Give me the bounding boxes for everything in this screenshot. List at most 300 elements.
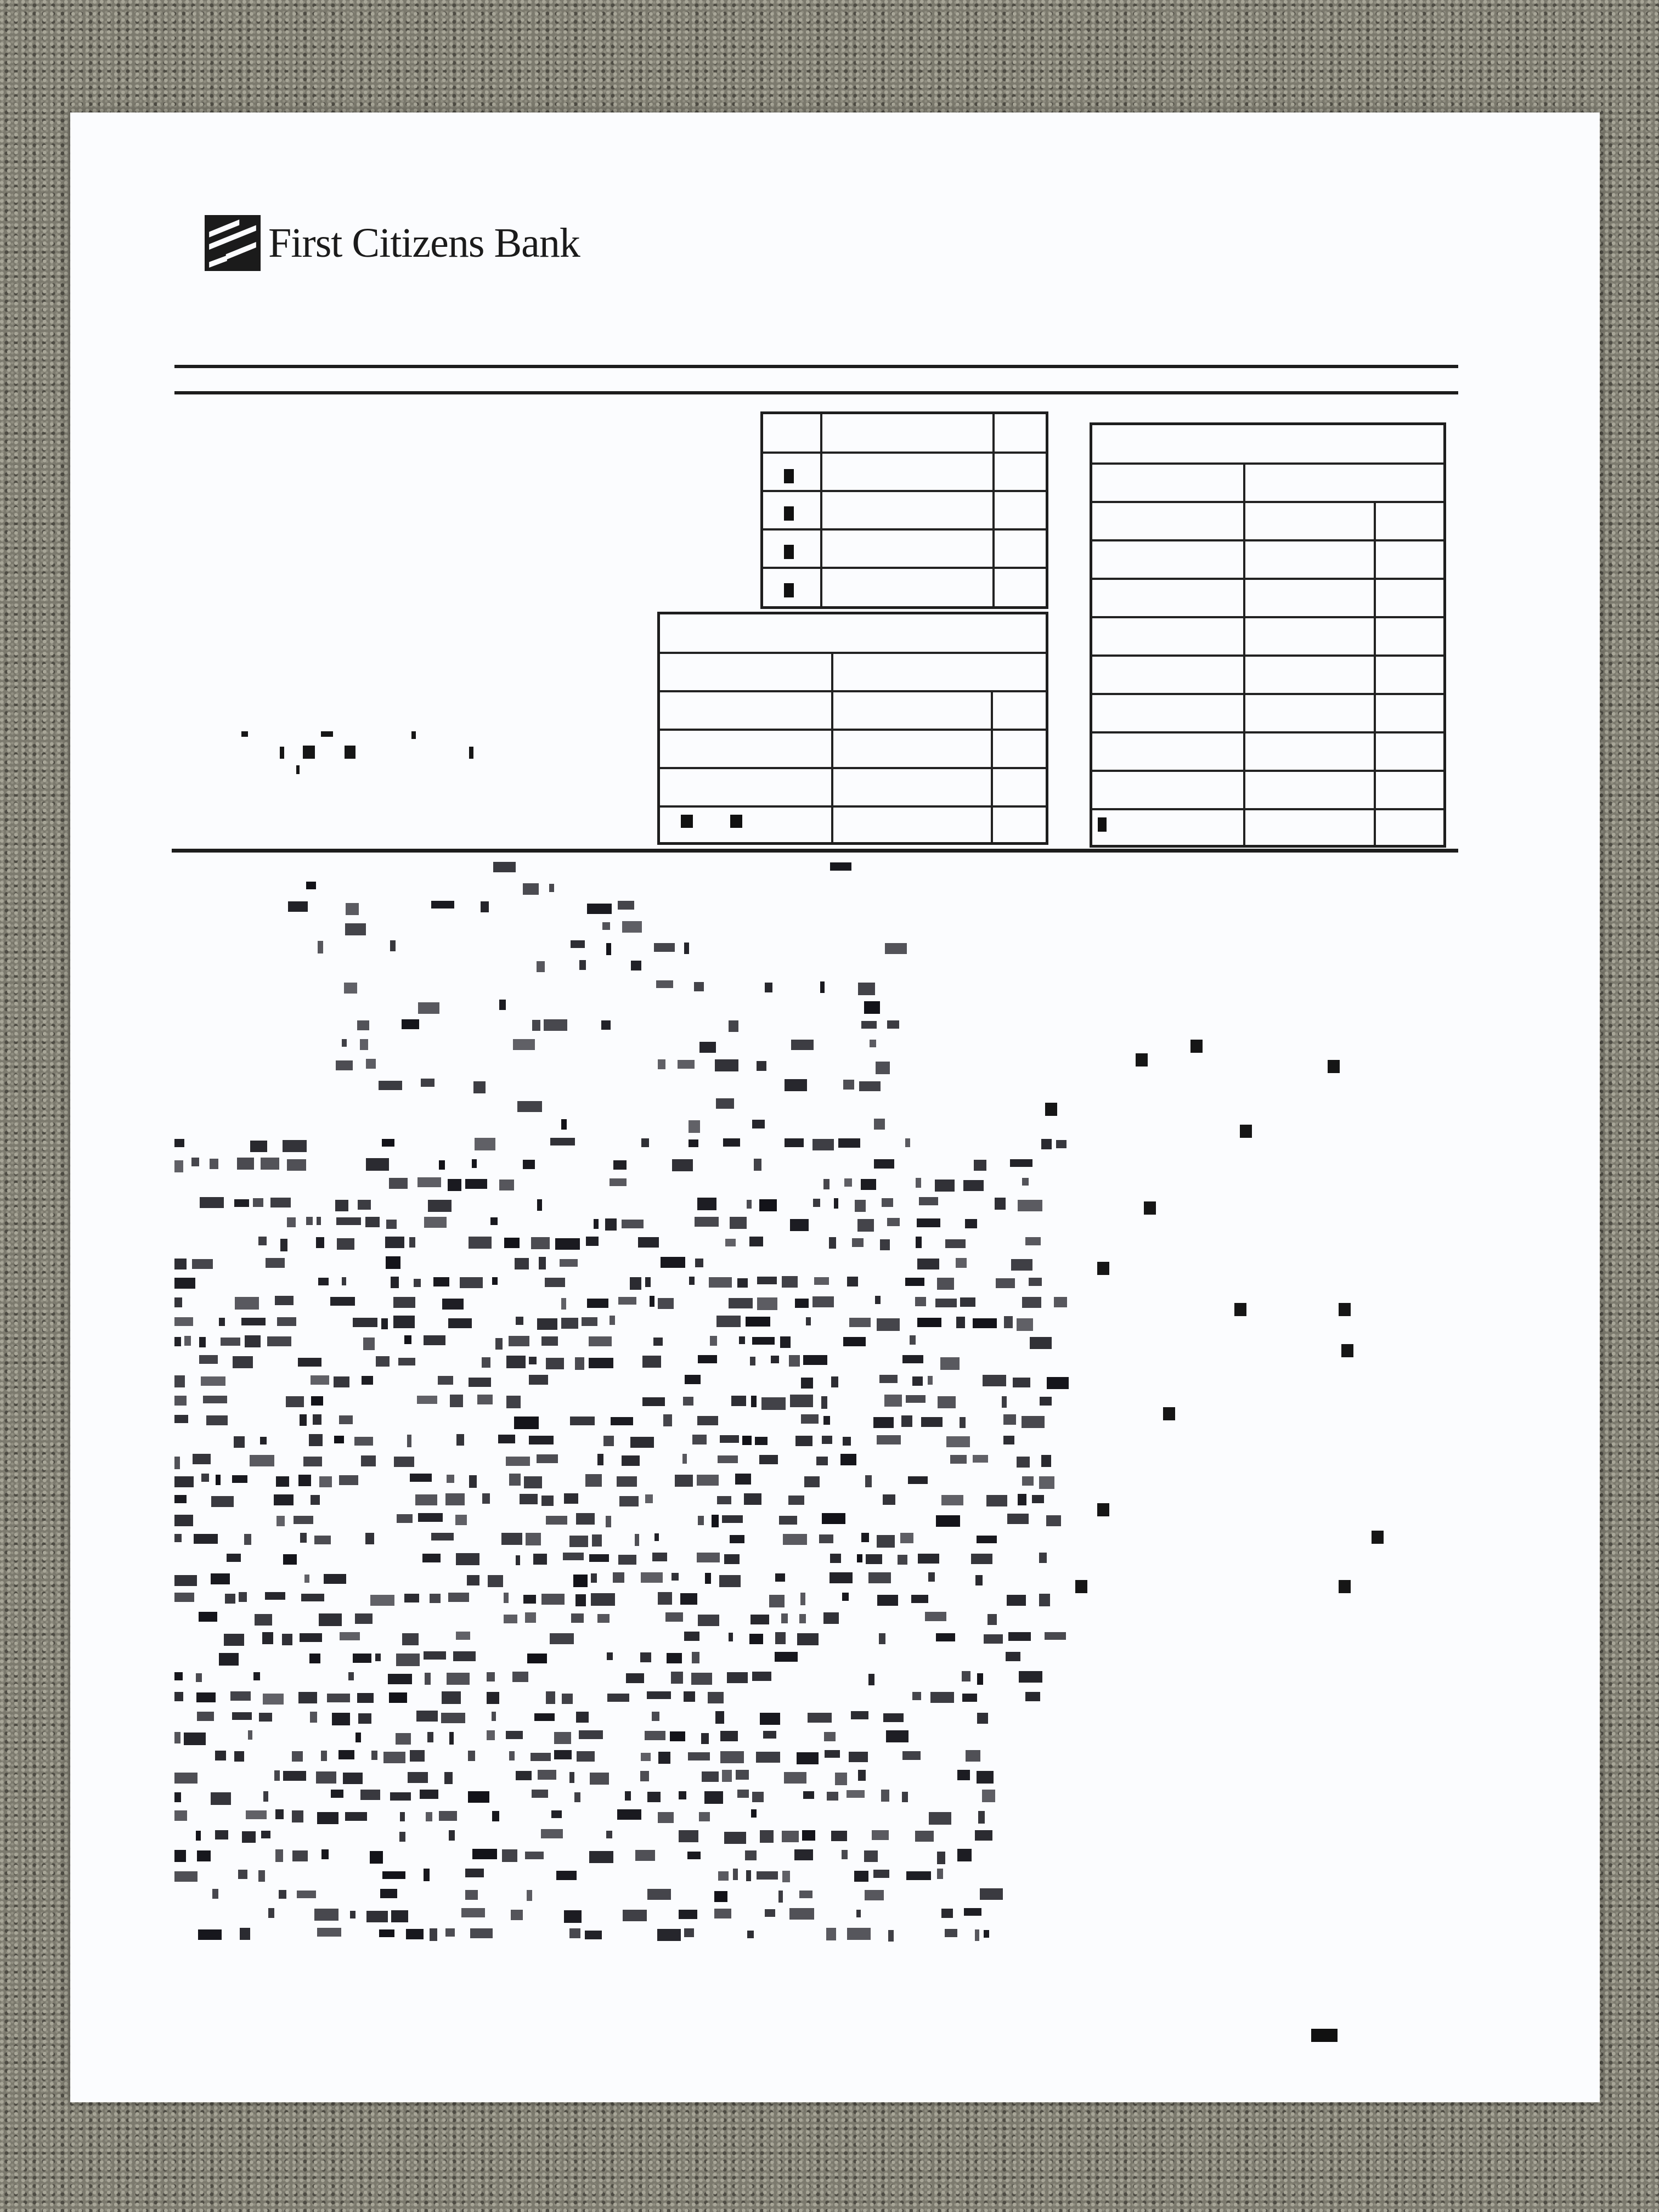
redacted-glyph xyxy=(430,1594,441,1603)
redacted-glyph xyxy=(551,1810,562,1818)
redacted-glyph xyxy=(610,1178,627,1186)
redacted-glyph xyxy=(174,1160,183,1172)
redacted-glyph xyxy=(509,1336,529,1346)
redacted-glyph xyxy=(974,1160,986,1171)
redacted-glyph xyxy=(311,1396,323,1406)
redacted-glyph xyxy=(973,1455,988,1463)
redacted-glyph xyxy=(481,901,489,912)
redacted-glyph xyxy=(174,1457,180,1469)
redacted-glyph xyxy=(645,1494,653,1503)
redacted-glyph xyxy=(906,1395,926,1403)
redacted-glyph xyxy=(1190,1040,1203,1053)
redacted-glyph xyxy=(685,1375,701,1384)
redacted-glyph xyxy=(695,1259,703,1267)
redacted-glyph xyxy=(279,1890,286,1899)
redacted-glyph xyxy=(258,1870,265,1882)
redacted-glyph xyxy=(1054,1297,1067,1307)
redacted-glyph xyxy=(370,1851,383,1864)
redacted-glyph xyxy=(258,1237,267,1245)
redacted-glyph xyxy=(174,1692,183,1701)
redacted-glyph xyxy=(813,1199,820,1207)
redacted-glyph xyxy=(219,1318,225,1326)
redacted-glyph xyxy=(960,1417,966,1428)
redacted-glyph xyxy=(224,1634,244,1646)
redacted-glyph xyxy=(579,960,586,970)
redacted-glyph xyxy=(826,1928,836,1940)
redacted-glyph xyxy=(524,1476,542,1488)
redacted-glyph xyxy=(492,1712,496,1721)
redacted-glyph xyxy=(537,961,545,972)
redacted-glyph xyxy=(1018,1494,1026,1505)
redacted-glyph xyxy=(727,1672,748,1683)
redacted-glyph xyxy=(937,1852,945,1864)
redacted-glyph xyxy=(824,1732,836,1741)
redacted-glyph xyxy=(197,1850,211,1861)
redacted-glyph xyxy=(294,1516,313,1524)
redacted-glyph xyxy=(358,1713,371,1724)
redacted-glyph xyxy=(691,1673,712,1685)
redacted-glyph xyxy=(754,1159,761,1171)
redacted-glyph xyxy=(847,1277,858,1286)
redacted-glyph xyxy=(1341,1344,1353,1357)
redacted-glyph xyxy=(397,1514,413,1523)
redacted-glyph xyxy=(450,1395,463,1407)
redacted-glyph xyxy=(550,1633,574,1644)
redacted-glyph xyxy=(630,1437,654,1448)
redacted-glyph xyxy=(996,1278,1015,1288)
redacted-glyph xyxy=(531,1753,551,1761)
redacted-glyph xyxy=(389,1692,407,1703)
redacted-glyph xyxy=(365,1217,380,1227)
redacted-glyph xyxy=(342,1277,346,1285)
redacted-glyph xyxy=(819,1534,833,1543)
redacted-glyph xyxy=(975,1830,992,1841)
redacted-glyph xyxy=(561,1119,567,1130)
redacted-glyph xyxy=(717,1496,731,1504)
redacted-glyph xyxy=(589,1358,613,1368)
redacted-glyph xyxy=(318,1278,329,1285)
redacted-glyph xyxy=(216,1475,221,1485)
redacted-glyph xyxy=(225,1594,235,1604)
redacted-glyph xyxy=(965,1219,977,1228)
redacted-glyph xyxy=(575,1594,586,1606)
redacted-glyph xyxy=(1040,1397,1052,1406)
redacted-glyph xyxy=(761,1397,786,1410)
redacted-glyph xyxy=(174,1495,187,1503)
redacted-glyph xyxy=(456,1632,470,1640)
redacted-glyph xyxy=(822,1436,832,1444)
redacted-glyph xyxy=(1032,1495,1044,1503)
redacted-glyph xyxy=(360,1039,368,1050)
redacted-glyph xyxy=(697,1198,716,1210)
redacted-glyph xyxy=(585,1474,602,1487)
redacted-glyph xyxy=(460,1277,483,1288)
redacted-glyph xyxy=(1006,1652,1020,1661)
redacted-glyph xyxy=(549,884,554,892)
redacted-glyph xyxy=(876,1062,890,1074)
redacted-glyph xyxy=(569,1772,574,1783)
redacted-glyph xyxy=(379,1929,394,1937)
redacted-glyph xyxy=(340,1632,360,1640)
redacted-glyph xyxy=(532,1790,548,1798)
redacted-glyph xyxy=(630,1277,641,1290)
redacted-glyph xyxy=(582,1317,597,1326)
redacted-glyph xyxy=(235,1297,259,1310)
redacted-glyph xyxy=(785,1138,804,1147)
redacted-glyph xyxy=(259,1713,272,1722)
redacted-glyph xyxy=(353,1318,377,1327)
redacted-glyph xyxy=(517,1101,542,1112)
redacted-glyph xyxy=(445,1493,465,1505)
redacted-glyph xyxy=(1041,1139,1052,1149)
redacted-glyph xyxy=(752,1792,764,1802)
redacted-glyph xyxy=(606,943,611,955)
redacted-glyph xyxy=(830,1554,841,1563)
redacted-glyph xyxy=(210,1159,218,1169)
redacted-glyph xyxy=(882,1198,893,1207)
redacted-glyph xyxy=(309,1654,320,1663)
redacted-glyph xyxy=(327,1694,350,1702)
redacted-glyph xyxy=(546,1516,567,1525)
redacted-glyph xyxy=(877,1595,898,1606)
redacted-glyph xyxy=(469,1475,477,1488)
redacted-glyph xyxy=(361,1455,376,1466)
redacted-glyph xyxy=(902,1751,921,1760)
redacted-glyph xyxy=(912,1692,921,1700)
redacted-glyph xyxy=(587,904,612,914)
redacted-glyph xyxy=(287,1217,296,1227)
redacted-glyph xyxy=(900,1533,913,1543)
redacted-glyph xyxy=(238,1870,247,1879)
redacted-glyph xyxy=(795,1436,812,1446)
redacted-glyph xyxy=(513,1039,535,1050)
redacted-glyph xyxy=(343,1773,363,1784)
redacted-glyph xyxy=(531,1237,550,1249)
redacted-glyph xyxy=(794,1849,813,1860)
redacted-glyph xyxy=(311,1495,320,1505)
redacted-glyph xyxy=(759,1455,778,1464)
redacted-glyph xyxy=(174,1337,181,1346)
redacted-glyph xyxy=(849,1318,871,1327)
redacted-glyph xyxy=(527,1654,547,1663)
redacted-glyph xyxy=(783,1534,807,1545)
redacted-glyph xyxy=(752,1337,775,1345)
redacted-glyph xyxy=(730,1217,747,1229)
redacted-glyph xyxy=(626,1673,644,1683)
redacted-glyph xyxy=(1372,1531,1384,1544)
redacted-glyph xyxy=(356,1733,361,1742)
redacted-glyph xyxy=(431,901,454,909)
redacted-glyph xyxy=(670,1731,685,1741)
redacted-glyph xyxy=(1004,1316,1013,1328)
redacted-glyph xyxy=(917,1218,940,1227)
redacted-glyph xyxy=(344,983,357,994)
redacted-glyph xyxy=(870,1040,876,1047)
redacted-glyph xyxy=(317,1928,341,1937)
redacted-glyph xyxy=(448,1179,461,1191)
redacted-glyph xyxy=(300,1414,307,1426)
redacted-glyph xyxy=(174,1515,193,1526)
redacted-glyph xyxy=(980,1888,1003,1900)
redacted-glyph xyxy=(641,1138,649,1147)
redacted-glyph xyxy=(938,1396,956,1408)
redacted-glyph xyxy=(250,1455,274,1466)
redacted-glyph xyxy=(784,1772,806,1784)
redacted-glyph xyxy=(174,1871,198,1882)
redacted-glyph xyxy=(618,1555,636,1565)
redacted-glyph xyxy=(956,1258,967,1268)
redacted-glyph xyxy=(237,1158,254,1170)
redacted-glyph xyxy=(383,1752,405,1763)
redacted-glyph xyxy=(338,1750,354,1759)
redacted-glyph xyxy=(287,1159,306,1171)
redacted-glyph xyxy=(311,1375,329,1385)
redacted-glyph xyxy=(978,1811,985,1824)
redacted-glyph xyxy=(858,1770,866,1781)
redacted-glyph xyxy=(1010,1159,1032,1167)
redacted-glyph xyxy=(348,1672,354,1680)
redacted-glyph xyxy=(716,1316,741,1327)
redacted-glyph xyxy=(465,1890,478,1900)
redacted-glyph xyxy=(456,1553,479,1565)
redacted-glyph xyxy=(365,1533,374,1544)
redacted-glyph xyxy=(174,1317,193,1326)
redacted-glyph xyxy=(940,1357,960,1370)
redacted-glyph xyxy=(765,1909,775,1917)
redacted-glyph xyxy=(941,1495,963,1505)
redacted-glyph xyxy=(849,1752,868,1762)
redacted-glyph xyxy=(577,1751,595,1762)
redacted-glyph xyxy=(502,1849,517,1862)
redacted-glyph xyxy=(840,1454,856,1465)
redacted-glyph xyxy=(304,1575,309,1583)
redacted-glyph xyxy=(410,1474,432,1482)
redacted-glyph xyxy=(765,983,772,992)
redacted-glyph xyxy=(597,1614,610,1623)
redacted-glyph xyxy=(873,1417,894,1428)
redacted-glyph xyxy=(790,1219,809,1231)
redacted-glyph xyxy=(702,1771,719,1782)
redacted-glyph xyxy=(537,1454,558,1463)
redacted-glyph xyxy=(812,1139,834,1150)
redacted-glyph xyxy=(641,1753,651,1761)
redacted-glyph xyxy=(375,1654,381,1661)
redacted-glyph xyxy=(905,1278,924,1286)
redacted-glyph xyxy=(277,1317,296,1326)
redacted-glyph xyxy=(538,1770,556,1780)
redacted-glyph xyxy=(830,1572,853,1583)
redacted-glyph xyxy=(635,1850,655,1861)
redacted-glyph xyxy=(667,1653,682,1663)
redacted-glyph xyxy=(912,1376,923,1386)
redacted-glyph xyxy=(877,1535,895,1548)
redacted-glyph xyxy=(529,1357,537,1364)
redacted-glyph xyxy=(283,1554,297,1565)
redacted-glyph xyxy=(795,1299,809,1308)
redacted-glyph xyxy=(396,1733,411,1745)
redacted-glyph xyxy=(731,1396,746,1406)
redacted-glyph xyxy=(529,1436,554,1444)
redacted-glyph xyxy=(1018,1200,1042,1211)
redacted-glyph xyxy=(174,1139,184,1147)
redacted-glyph xyxy=(379,1081,402,1090)
redacted-glyph xyxy=(709,1277,732,1288)
redacted-glyph xyxy=(650,1296,654,1307)
redacted-glyph xyxy=(441,1713,465,1723)
redacted-glyph xyxy=(982,1790,995,1802)
redacted-glyph xyxy=(309,1434,323,1446)
redacted-glyph xyxy=(823,1416,830,1425)
redacted-glyph xyxy=(590,1773,609,1785)
redacted-glyph xyxy=(393,1316,415,1328)
redacted-glyph xyxy=(647,1691,671,1699)
redacted-glyph xyxy=(482,1357,490,1368)
redacted-glyph xyxy=(1022,1297,1041,1308)
redacted-glyph xyxy=(919,1197,938,1205)
redacted-glyph xyxy=(533,1554,547,1565)
redacted-glyph xyxy=(215,1751,226,1760)
redacted-glyph xyxy=(504,1238,520,1248)
redacted-glyph xyxy=(292,1850,308,1861)
redacted-glyph xyxy=(820,981,825,993)
redacted-glyph xyxy=(439,1160,445,1170)
redacted-glyph xyxy=(1163,1407,1175,1420)
redacted-glyph xyxy=(842,1593,849,1601)
redacted-glyph xyxy=(442,1691,461,1704)
redacted-glyph xyxy=(539,1257,546,1269)
redacted-glyph xyxy=(324,1574,346,1584)
redacted-glyph xyxy=(509,1751,515,1760)
redacted-glyph xyxy=(597,1454,603,1465)
redacted-glyph xyxy=(964,1908,981,1916)
redacted-glyph xyxy=(316,1771,336,1784)
redacted-glyph xyxy=(672,1159,693,1171)
redacted-glyph xyxy=(1144,1201,1156,1215)
redacted-glyph xyxy=(362,1376,373,1385)
redacted-glyph xyxy=(742,1436,752,1445)
redacted-glyph xyxy=(511,1910,523,1920)
redacted-glyph xyxy=(789,1355,800,1367)
redacted-glyph xyxy=(490,1217,498,1225)
redacted-glyph xyxy=(782,1871,790,1882)
redacted-glyph xyxy=(737,1790,749,1798)
redacted-glyph xyxy=(808,1713,832,1723)
redacted-glyph xyxy=(847,1928,871,1940)
redacted-glyph xyxy=(388,1674,412,1684)
redacted-glyph xyxy=(759,1199,777,1211)
redacted-glyph xyxy=(733,1869,738,1880)
redacted-glyph xyxy=(757,1871,778,1880)
redacted-glyph xyxy=(288,901,308,912)
redacted-glyph xyxy=(427,1732,433,1742)
redacted-glyph xyxy=(622,921,642,933)
redacted-glyph xyxy=(246,1810,267,1819)
redacted-glyph xyxy=(986,1495,1007,1506)
redacted-glyph xyxy=(253,1198,263,1207)
redacted-glyph xyxy=(370,1595,394,1606)
redacted-glyph xyxy=(911,1595,928,1603)
redacted-glyph xyxy=(823,1612,839,1624)
redacted-glyph xyxy=(647,1889,671,1900)
redacted-glyph xyxy=(366,1911,388,1922)
redacted-glyph xyxy=(174,1575,197,1586)
redacted-glyph xyxy=(447,1475,454,1483)
redacted-glyph xyxy=(512,1672,528,1682)
redacted-glyph xyxy=(492,1277,498,1285)
redacted-glyph xyxy=(316,1237,324,1248)
redacted-glyph xyxy=(394,1457,414,1467)
redacted-glyph xyxy=(716,1098,734,1109)
redacted-glyph xyxy=(823,1179,830,1189)
redacted-glyph xyxy=(360,1790,380,1800)
redacted-glyph xyxy=(865,1475,872,1487)
redacted-glyph xyxy=(449,1732,454,1745)
redacted-glyph xyxy=(545,1278,565,1287)
redacted-glyph xyxy=(791,1040,814,1050)
redacted-glyph xyxy=(873,1870,889,1878)
redacted-glyph xyxy=(587,1299,608,1308)
redacted-glyph xyxy=(591,1593,615,1606)
redacted-glyph xyxy=(239,1592,247,1602)
redacted-glyph xyxy=(541,1829,563,1838)
redacted-glyph xyxy=(532,1020,540,1031)
redacted-glyph xyxy=(303,1457,322,1466)
redacted-glyph xyxy=(426,1812,432,1821)
redacted-glyph xyxy=(843,1437,851,1446)
redacted-glyph xyxy=(499,1000,506,1010)
redacted-glyph xyxy=(1328,1060,1340,1073)
redacted-glyph xyxy=(854,1871,868,1882)
redacted-glyph xyxy=(184,1733,206,1745)
redacted-glyph xyxy=(265,1592,285,1600)
redacted-glyph xyxy=(915,1831,934,1842)
redacted-glyph xyxy=(1025,1237,1041,1245)
redacted-glyph xyxy=(856,1910,861,1917)
redacted-glyph xyxy=(470,1928,493,1938)
redacted-glyph xyxy=(607,1694,629,1702)
redacted-glyph xyxy=(298,1692,317,1703)
redacted-glyph xyxy=(617,1809,641,1820)
redacted-glyph xyxy=(605,1218,617,1231)
redacted-glyph xyxy=(935,1299,957,1307)
redacted-glyph xyxy=(282,1634,292,1645)
redacted-glyph xyxy=(576,1513,595,1525)
redacted-glyph xyxy=(570,1417,595,1425)
redacted-glyph xyxy=(276,1516,285,1526)
redacted-glyph xyxy=(444,1772,453,1784)
redacted-glyph xyxy=(537,1199,542,1211)
redacted-glyph xyxy=(775,1632,786,1644)
redacted-glyph xyxy=(562,1694,573,1704)
redacted-glyph xyxy=(230,1691,251,1701)
redacted-glyph xyxy=(573,1575,588,1587)
redacted-glyph xyxy=(380,1889,397,1898)
redacted-glyph xyxy=(350,1911,356,1918)
redacted-glyph xyxy=(357,1693,374,1703)
redacted-glyph xyxy=(781,1613,788,1623)
redacted-glyph xyxy=(504,1593,509,1603)
redacted-glyph xyxy=(831,1376,838,1387)
redacted-glyph xyxy=(881,1790,889,1802)
redacted-glyph xyxy=(679,1791,686,1799)
redacted-glyph xyxy=(431,1533,454,1541)
redacted-glyph xyxy=(684,1928,694,1937)
redacted-glyph xyxy=(382,1871,405,1879)
redacted-glyph xyxy=(473,1081,486,1093)
redacted-glyph xyxy=(1003,1414,1016,1425)
redacted-glyph xyxy=(594,1219,599,1229)
redacted-glyph xyxy=(495,1338,503,1350)
